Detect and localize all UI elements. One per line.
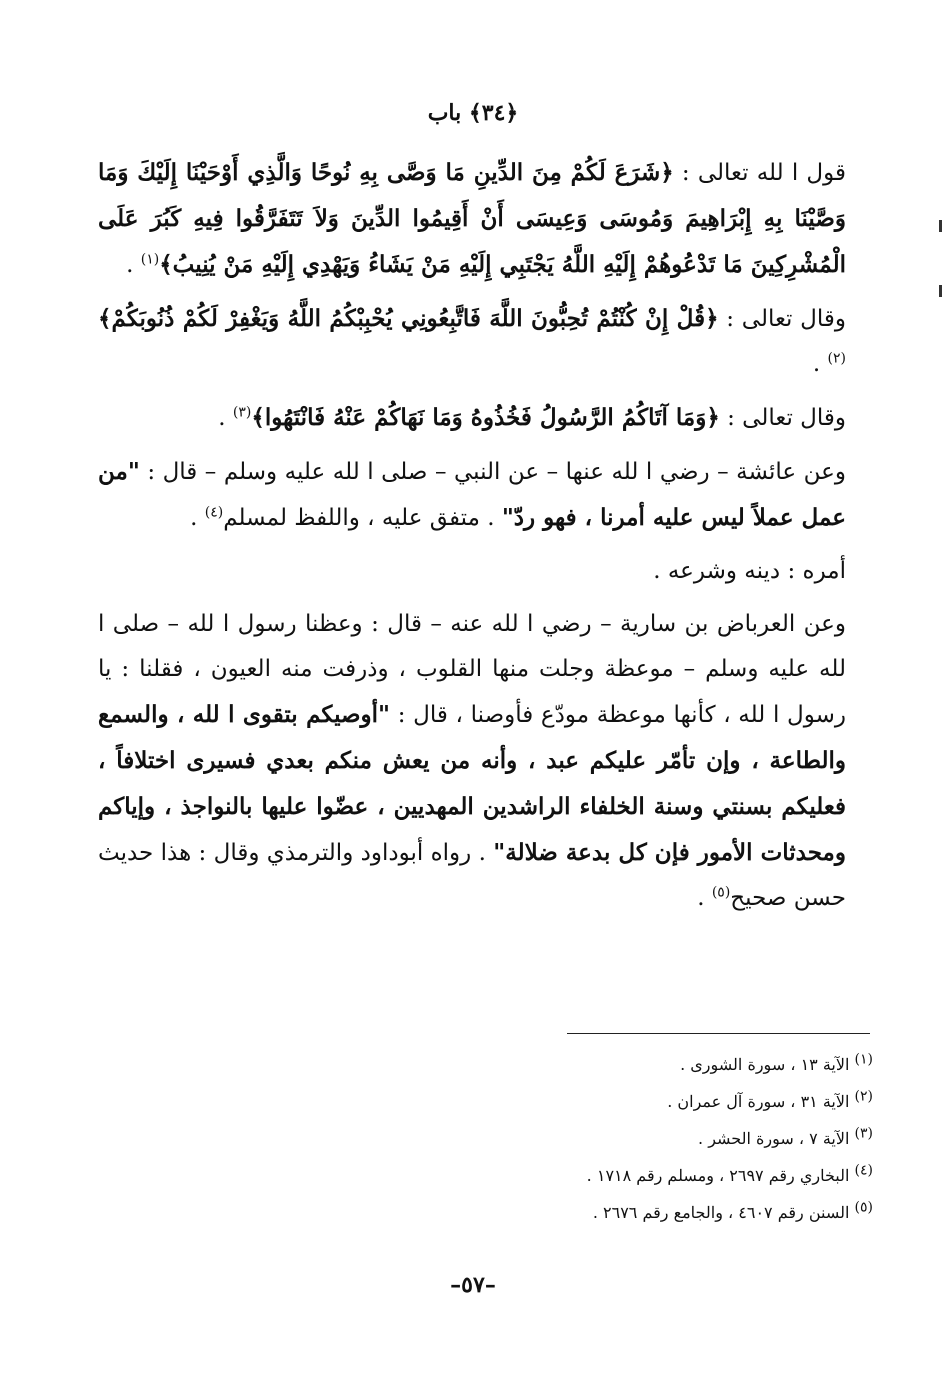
intro-text: قول ا لله تعالى : <box>673 160 846 186</box>
intro-text: وعن العرباض بن سارية – رضي ا لله عنه – قال : وعظنا رسول ا لله – صلى ا لله عليه وسلم – موعظة وجلت منها القلوب ، وذرفت منه العيون ، فقلنا : يا رسول ا لله ، كأنها موعظة مودّع فأوصنا ، قال : <box>98 611 846 728</box>
intro-text: وقال تعالى : <box>718 306 847 332</box>
footnote-ref: (٤) <box>204 504 224 521</box>
footnote-item <box>98 1120 873 1157</box>
tail-text: . <box>697 885 712 911</box>
footnote-number: (٣) <box>854 1125 873 1142</box>
paragraph-hadith-irbad <box>98 602 846 921</box>
footnote-ref: (١) <box>140 251 160 268</box>
tail-text: . <box>218 405 233 431</box>
scan-margin-mark <box>939 220 942 232</box>
footnotes <box>98 1046 873 1231</box>
paragraph-verse-3 <box>98 395 846 441</box>
paragraph-hadith-aisha <box>98 449 846 541</box>
footnote-item <box>98 1083 873 1120</box>
footnote-number: (١) <box>854 1051 873 1068</box>
footnote-text: الآية ٣١ ، سورة آل عمران . <box>667 1092 855 1111</box>
quran-verse: ﴿شَرَعَ لَكُمْ مِنَ الدِّينِ مَا وَصَّى بِهِ نُوحًا وَالَّذِي أَوْحَيْنَا إِلَيْكَ وَمَا وَصَّيْنَا بِهِ إِبْرَاهِيمَ وَمُوسَى وَعِيسَى أَنْ أَقِيمُوا الدِّينَ وَلاَ تَتَفَرَّقُوا فِيهِ كَبُرَ عَلَى الْمُشْرِكِينَ مَا تَدْعُوهُمْ إِلَيْهِ اللَّهُ يَجْتَبِي إِلَيْهِ مَنْ يَشَاءُ وَيَهْدِي إِلَيْهِ مَنْ يُنِيبُ﴾ <box>98 159 846 278</box>
tail-text: . <box>190 505 205 531</box>
footnote-ref: (٢) <box>827 350 846 367</box>
hadith-text: "أوصيكم بتقوى ا لله ، والسمع والطاعة ، وإن تأمّر عليكم عبد ، وأنه من يعش منكم بعدي فسيرى اختلافاً ، فعليكم بسنتي وسنة الخلفاء الراشدين المهديين ، عضّوا عليها بالنواجذ ، وإياكم ومحدثات الأمور فإن كل بدعة ضلالة" <box>98 701 846 866</box>
paragraph-verse-2 <box>98 296 846 387</box>
footnote-number: (٢) <box>854 1088 873 1105</box>
footnote-ref: (٥) <box>711 884 731 901</box>
intro-text: وقال تعالى : <box>719 405 846 431</box>
main-text <box>98 150 846 929</box>
hadith-text: "من عمل عملاً ليس عليه أمرنا ، فهو ردّ" <box>98 458 846 531</box>
quran-verse: ﴿قُلْ إِنْ كُنْتُمْ تُحِبُّونَ اللَّهَ فَاتَّبِعُونِي يُحْبِبْكُمُ اللَّهُ وَيَغْفِرْ لَكُمْ ذُنُوبَكُمْ﴾ <box>98 305 719 332</box>
footnote-ref: (٣) <box>232 404 252 421</box>
footnote-number: (٤) <box>854 1162 873 1179</box>
tail-text: . <box>126 252 141 278</box>
scan-margin-mark <box>939 285 942 297</box>
footnote-text: السنن رقم ٤٦٠٧ ، والجامع رقم ٢٦٧٦ . <box>592 1203 855 1222</box>
paragraph-explanation: أمره : دينه وشرعه . <box>653 558 846 584</box>
footnote-text: الآية ٧ ، سورة الحشر . <box>698 1129 855 1148</box>
footnote-text: الآية ١٣ ، سورة الشورى . <box>680 1055 855 1074</box>
chapter-heading: ﴿٣٤﴾ باب <box>427 100 519 126</box>
paragraph-verse-1 <box>98 150 846 288</box>
source-text: . متفق عليه ، واللفظ لمسلم <box>223 505 502 531</box>
footnote-divider <box>567 1033 870 1034</box>
page-number: –٥٧– <box>450 1272 496 1298</box>
intro-text: وعن عائشة – رضي ا لله عنها – عن النبي – صلى ا لله عليه وسلم – قال : <box>139 459 846 485</box>
footnote-item <box>98 1046 873 1083</box>
footnote-text: البخاري رقم ٢٦٩٧ ، ومسلم رقم ١٧١٨ . <box>586 1166 855 1185</box>
footnote-item <box>98 1194 873 1231</box>
tail-text: . <box>812 351 828 377</box>
quran-verse: ﴿وَمَا آتَاكُمُ الرَّسُولُ فَخُذُوهُ وَمَا نَهَاكُمْ عَنْهُ فَانْتَهُوا﴾ <box>251 404 720 431</box>
source-text: . رواه أبوداود والترمذي وقال : هذا حديث حسن صحيح <box>98 840 846 911</box>
footnote-item <box>98 1157 873 1194</box>
footnote-number: (٥) <box>854 1199 873 1216</box>
